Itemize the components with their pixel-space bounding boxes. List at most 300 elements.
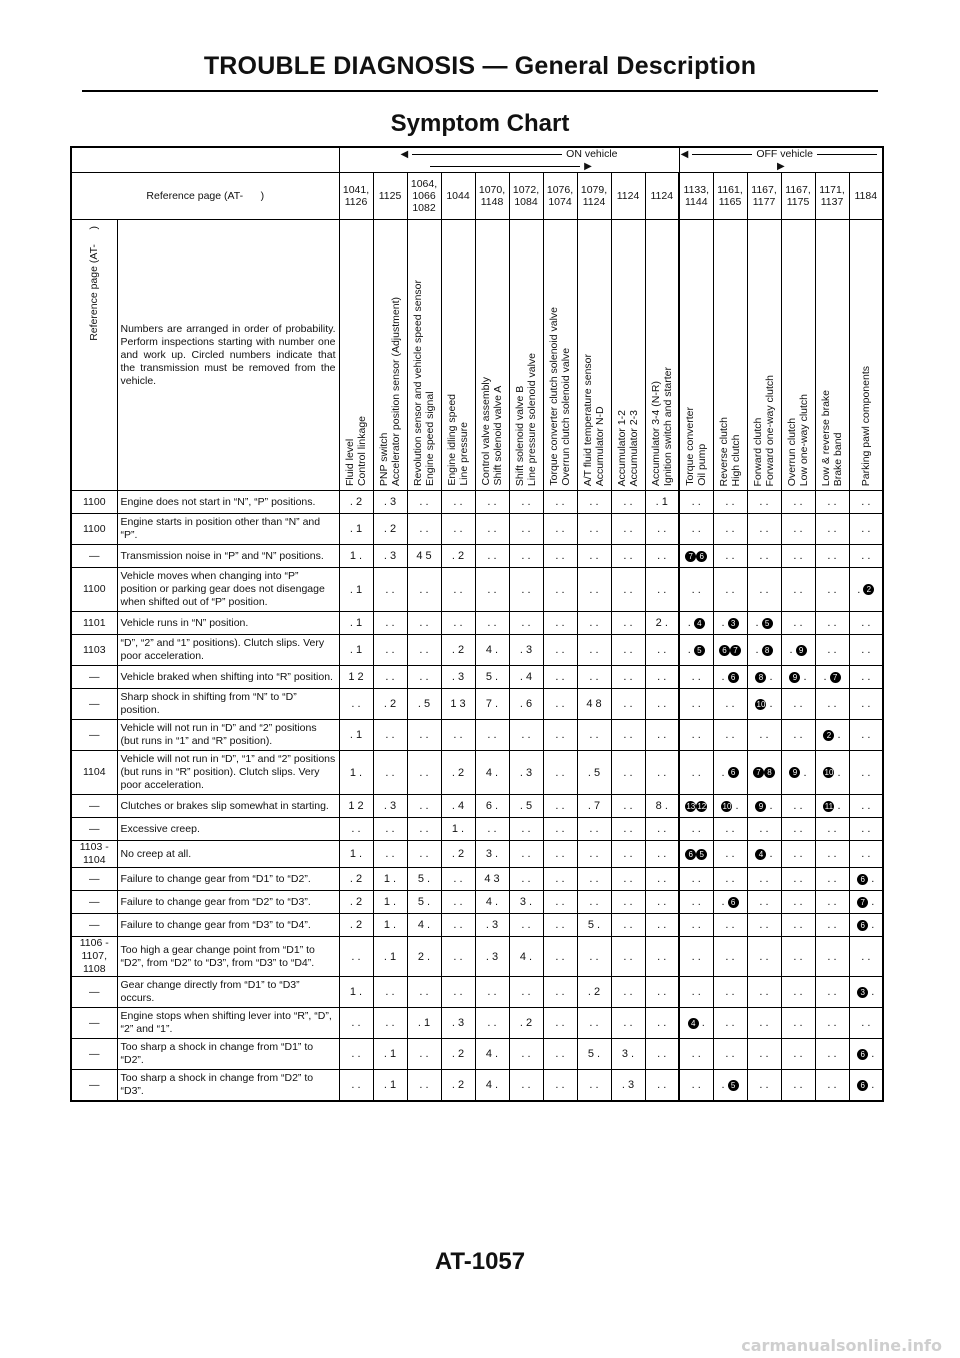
chart-cell: . . [441,891,475,914]
chart-cell: 5 . [577,1039,611,1070]
chart-cell: . . [713,841,747,868]
circled-number: 4 [694,618,705,629]
chart-cell: 11 . [815,795,849,818]
chart-cell [679,795,713,818]
chart-cell: 3 . [509,891,543,914]
chart-cell: 9 . [781,666,815,689]
chart-cell: . . [679,689,713,720]
chart-cell: 6 . [849,1039,883,1070]
chart-cell: . . [441,720,475,751]
chart-cell: . . [407,1070,441,1102]
chart-cell: . . [543,937,577,977]
chart-cell: 9 . [747,795,781,818]
chart-cell: . . [543,568,577,612]
chart-cell: . . [645,937,679,977]
chart-cell: 8 . [747,666,781,689]
chart-cell: . . [747,868,781,891]
circled-number: 9 [789,767,800,778]
row-symptom: “D”, “2” and “1” positions). Clutch slips. Very poor acceleration. [117,635,339,666]
chart-cell: . . [407,514,441,545]
symptom-row [71,1039,883,1070]
chart-cell: 7 . [849,891,883,914]
chart-cell: . . [611,818,645,841]
chart-cell: . . [781,937,815,977]
chart-cell: . . [509,914,543,937]
chart-cell: . . [339,1008,373,1039]
chart-cell: . . [781,720,815,751]
chart-cell: . . [373,977,407,1008]
chart-cell: . . [815,977,849,1008]
chart-cell: . 6 [713,891,747,914]
chart-cell: . . [441,612,475,635]
chart-cell: . 3 [373,545,407,568]
row-reference: 1103 [71,635,117,666]
circled-number: 8 [762,645,773,656]
column-name-0: Fluid level Control linkage [339,220,373,491]
chart-cell: . . [475,491,509,514]
chart-cell: . . [509,841,543,868]
row-reference: — [71,977,117,1008]
chart-cell: . . [543,868,577,891]
chart-cell: . . [747,891,781,914]
chart-cell: . . [645,868,679,891]
column-name-3: Engine idling speed Line pressure [441,220,475,491]
chart-cell: . . [441,491,475,514]
chart-cell: 2 . [407,937,441,977]
chart-cell: . . [713,545,747,568]
chart-cell: . 2 [373,689,407,720]
chart-cell: 5 . [407,868,441,891]
chart-cell: . . [407,751,441,795]
row-reference: — [71,1070,117,1102]
row-reference: — [71,720,117,751]
column-reference-14: 1171, 1137 [815,173,849,220]
chart-cell: . . [747,568,781,612]
chart-cell: . . [713,720,747,751]
chart-cell: . . [509,977,543,1008]
chart-cell: . 3 [713,612,747,635]
chart-cell: . . [781,1070,815,1102]
chart-cell: . . [373,720,407,751]
chart-cell: 6 . [849,868,883,891]
chart-cell: . . [509,612,543,635]
page-number: AT-1057 [434,1248,526,1275]
circled-number: 10 [756,699,766,709]
row-symptom: Engine stops when shifting lever into “R”, “D”, “2” and “1”. [117,1008,339,1039]
circled-number: 8 [764,767,775,778]
column-reference-9: 1124 [645,173,679,220]
chart-cell: . . [747,914,781,937]
circled-number: 7 [830,672,841,683]
chart-cell: . . [679,1070,713,1102]
chart-cell: . . [645,568,679,612]
chart-cell: . 5 [747,612,781,635]
chart-cell: . . [679,891,713,914]
chart-cell: . . [373,635,407,666]
chart-cell: . 2 [373,514,407,545]
row-symptom: Clutches or brakes slip somewhat in starting. [117,795,339,818]
chart-cell: 10 . [815,751,849,795]
symptom-chart [70,146,884,1102]
chart-cell: 1 . [373,891,407,914]
circled-number: 13 [686,801,696,811]
chart-cell: . . [509,1039,543,1070]
chart-cell: . . [781,545,815,568]
chart-cell: . . [815,568,849,612]
chart-cell: . . [849,514,883,545]
row-reference: — [71,868,117,891]
circled-number: 6 [857,874,868,885]
chart-cell: 4 . [475,1070,509,1102]
chart-cell: . . [645,977,679,1008]
column-reference-8: 1124 [611,173,645,220]
column-reference-15: 1184 [849,173,883,220]
row-symptom: Failure to change gear from “D1” to “D2”. [117,868,339,891]
column-name-10: Torque converter Oil pump [679,220,713,491]
chart-cell: . . [713,689,747,720]
chart-cell: . . [577,818,611,841]
chart-cell: . . [441,914,475,937]
chart-cell: . . [747,1070,781,1102]
column-name-5: Shift solenoid valve B Line pressure solenoid valve [509,220,543,491]
chart-cell: 5 . [407,891,441,914]
symptom-row [71,818,883,841]
chart-cell: 9 . [781,751,815,795]
chart-cell: . 1 [339,568,373,612]
chart-cell: . . [407,720,441,751]
chart-cell: . . [781,491,815,514]
chart-cell: . 3 [509,635,543,666]
chart-cell: . . [781,1039,815,1070]
chart-cell: . 7 [577,795,611,818]
chart-cell: . . [543,612,577,635]
chart-cell: . . [611,937,645,977]
chart-cell: . . [815,514,849,545]
symptom-row [71,720,883,751]
chart-cell: . 1 [373,1070,407,1102]
chart-cell: . . [849,689,883,720]
chart-cell: . . [475,1008,509,1039]
chart-cell: . . [441,868,475,891]
chart-cell: . 6 [509,689,543,720]
reference-page-label: Reference page (AT- ) [71,173,339,220]
header-rule [82,90,878,92]
chart-cell: . . [849,841,883,868]
chart-cell: . . [407,795,441,818]
symptom-row [71,841,883,868]
symptom-row [71,1008,883,1039]
chart-cell: . . [815,1039,849,1070]
circled-number: 7 [753,767,764,778]
symptom-row [71,514,883,545]
chart-cell: . 1 [373,937,407,977]
chart-cell: . . [577,891,611,914]
circled-number: 12 [697,801,707,811]
chart-cell: 4 . [475,1039,509,1070]
row-reference: — [71,795,117,818]
circled-number: 6 [728,767,739,778]
chart-cell: . . [475,612,509,635]
chart-cell: 1 . [339,545,373,568]
circled-number: 10 [722,801,732,811]
chart-cell: . . [543,914,577,937]
chart-cell: . . [679,977,713,1008]
chart-cell: . . [747,818,781,841]
row-symptom: Vehicle braked when shifting into “R” position. [117,666,339,689]
chart-cell: . . [543,751,577,795]
circled-number: 2 [863,584,874,595]
watermark: carmanualsonline.info [741,1336,942,1355]
row-reference: — [71,1008,117,1039]
chart-cell: 5 . [577,914,611,937]
column-name-8: Accumulator 1-2 Accumulator 2-3 [611,220,645,491]
chart-note: Numbers are arranged in order of probability. Perform inspections starting with number one and work up. Circled numbers indicate that the transmission must be removed from the vehicle. [117,220,339,491]
chart-cell: . . [781,795,815,818]
chart-cell: . 3 [373,491,407,514]
chart-cell: . . [611,666,645,689]
chart-cell: . 2 [441,1070,475,1102]
chart-cell: . . [611,720,645,751]
row-symptom: Gear change directly from “D1” to “D3” occurs. [117,977,339,1008]
chart-cell: . . [849,751,883,795]
chart-cell: 10 . [713,795,747,818]
chart-cell: . . [781,891,815,914]
row-symptom: Vehicle moves when changing into “P” position or parking gear does not disengage when shifted out of “P” position. [117,568,339,612]
symptom-row [71,612,883,635]
symptom-row [71,868,883,891]
chart-cell: . . [577,841,611,868]
chart-cell: . . [815,937,849,977]
chart-cell: . . [509,818,543,841]
circled-number: 4 [688,1018,699,1029]
chart-cell: . . [611,1008,645,1039]
chart-cell: . . [543,1039,577,1070]
chart-cell [679,841,713,868]
chart-cell: . . [849,818,883,841]
chart-cell: . . [713,818,747,841]
chart-cell: . . [611,612,645,635]
column-name-9: Accumulator 3-4 (N-R) Ignition switch and starter [645,220,679,491]
chart-cell: . . [781,1008,815,1039]
circled-number: 9 [789,672,800,683]
chart-cell: . . [849,635,883,666]
chart-cell: 4 . [475,751,509,795]
chart-cell: . 2 [577,977,611,1008]
chart-cell: . 7 [815,666,849,689]
row-symptom: Too high a gear change point from “D1” to “D2”, from “D2” to “D3”, from “D3” to “D4”. [117,937,339,977]
row-reference: — [71,818,117,841]
chart-cell: . . [747,937,781,977]
column-reference-2: 1064, 1066 1082 [407,173,441,220]
chart-cell: . . [815,689,849,720]
chart-cell: . 1 [339,514,373,545]
chart-cell: . . [781,568,815,612]
chart-cell: . . [577,568,611,612]
circled-number: 2 [823,730,834,741]
chart-cell: . 5 [577,751,611,795]
off-vehicle-header: ◀ OFF vehicle▶ [679,147,883,173]
chart-cell: . . [407,818,441,841]
column-reference-6: 1076, 1074 [543,173,577,220]
column-name-11: Reverse clutch High clutch [713,220,747,491]
symptom-row [71,666,883,689]
chart-cell: . . [781,914,815,937]
chart-cell: . . [611,868,645,891]
chart-cell: . 6 [713,751,747,795]
chart-cell: 4 . [407,914,441,937]
chart-cell: . . [815,914,849,937]
circled-number: 6 [728,672,739,683]
chart-cell: . . [611,545,645,568]
chart-cell: . . [645,1008,679,1039]
row-reference: 1100 [71,568,117,612]
symptom-row [71,635,883,666]
chart-cell: . 2 [849,568,883,612]
chart-cell: . . [747,977,781,1008]
row-symptom: Transmission noise in “P” and “N” positions. [117,545,339,568]
chart-cell: . 6 [713,666,747,689]
chart-cell: . . [543,977,577,1008]
row-reference: — [71,1039,117,1070]
chart-cell: . . [611,568,645,612]
chart-cell: . . [339,1039,373,1070]
chart-cell: . . [781,514,815,545]
chart-cell: 3 . [849,977,883,1008]
chart-cell: . . [339,689,373,720]
chart-cell: . . [815,612,849,635]
chart-cell: . . [781,977,815,1008]
chart-cell: . 5 [713,1070,747,1102]
chart-cell: . . [509,514,543,545]
chart-cell: . . [747,545,781,568]
chart-cell: . . [577,514,611,545]
row-reference: 1100 [71,491,117,514]
symptom-row [71,545,883,568]
chart-cell: . 2 [509,1008,543,1039]
chart-cell: . . [407,1039,441,1070]
chart-cell: . . [543,720,577,751]
chart-cell: . . [713,977,747,1008]
chart-cell: . . [475,514,509,545]
circled-number: 6 [857,1080,868,1091]
chart-cell: 1 . [339,751,373,795]
chart-cell: . . [577,635,611,666]
chart-cell: . . [543,841,577,868]
chart-cell: 3 . [475,841,509,868]
chart-cell: . 2 [339,491,373,514]
chart-cell: . . [679,937,713,977]
chart-cell: . . [815,1070,849,1102]
chart-cell: 6 . [475,795,509,818]
chart-cell: . . [509,720,543,751]
circled-number: 5 [728,1080,739,1091]
chart-cell: . . [815,1008,849,1039]
column-reference-0: 1041, 1126 [339,173,373,220]
column-reference-10: 1133, 1144 [679,173,713,220]
circled-number: 6 [857,1049,868,1060]
chart-cell: . . [577,612,611,635]
chart-cell: . . [543,1070,577,1102]
chart-cell: 1 2 [339,795,373,818]
chart-cell: . . [713,937,747,977]
reference-page-col-label: Reference page (AT- ) [71,220,117,491]
symptom-row [71,491,883,514]
chart-cell: . . [509,868,543,891]
chart-cell: . 1 [645,491,679,514]
chart-cell: 6 . [849,914,883,937]
chart-cell: . . [747,514,781,545]
on-vehicle-header: ◀ ON vehicle▶ [339,147,679,173]
chart-cell: 2 . [645,612,679,635]
row-symptom: Engine starts in position other than “N” and “P”. [117,514,339,545]
chart-cell: . 8 [747,635,781,666]
circled-number: 4 [755,849,766,860]
chart-cell: . . [679,666,713,689]
chart-cell: . 3 [475,937,509,977]
chart-cell: . 4 [509,666,543,689]
component-names-row [71,220,883,491]
chart-cell: . . [339,818,373,841]
column-reference-1: 1125 [373,173,407,220]
chart-cell: . . [577,1070,611,1102]
circled-number: 8 [755,672,766,683]
chart-cell: . 1 [407,1008,441,1039]
chart-cell: . . [645,841,679,868]
chart-cell: . . [679,751,713,795]
chart-cell: . . [849,1008,883,1039]
row-reference: 1103 - 1104 [71,841,117,868]
chart-cell: 1 . [373,914,407,937]
chart-cell [713,635,747,666]
chart-cell: . . [611,977,645,1008]
chart-cell: 2 . [815,720,849,751]
row-reference: — [71,891,117,914]
chart-cell: . . [781,868,815,891]
chart-cell: . . [373,1008,407,1039]
row-symptom: Sharp shock in shifting from “N” to “D” position. [117,689,339,720]
chart-cell: . . [849,612,883,635]
chart-cell: . . [713,914,747,937]
chart-cell: . 2 [339,868,373,891]
row-symptom: Too sharp a shock in change from “D1” to “D2”. [117,1039,339,1070]
chart-cell: . . [679,914,713,937]
circled-number: 5 [694,645,705,656]
chart-cell: . . [543,818,577,841]
column-name-15: Parking pawl components [849,220,883,491]
chart-cell: 1 2 [339,666,373,689]
chart-cell: . . [407,977,441,1008]
chart-cell: . . [679,1039,713,1070]
column-reference-4: 1070, 1148 [475,173,509,220]
symptom-row [71,751,883,795]
chart-cell: 7 . [475,689,509,720]
chart-cell: 4 8 [577,689,611,720]
row-symptom: Too sharp a shock in change from “D2” to “D3”. [117,1070,339,1102]
chart-cell: . . [407,666,441,689]
symptom-row [71,937,883,977]
chart-cell: . 2 [339,914,373,937]
chart-cell: . . [577,1008,611,1039]
symptom-row [71,1070,883,1102]
chart-cell: . . [645,818,679,841]
symptom-row [71,977,883,1008]
chart-cell: . . [645,720,679,751]
chart-cell: . . [849,795,883,818]
chart-cell: . . [781,841,815,868]
chart-cell: . . [373,818,407,841]
chart-cell: . . [815,635,849,666]
chart-cell: . . [611,491,645,514]
